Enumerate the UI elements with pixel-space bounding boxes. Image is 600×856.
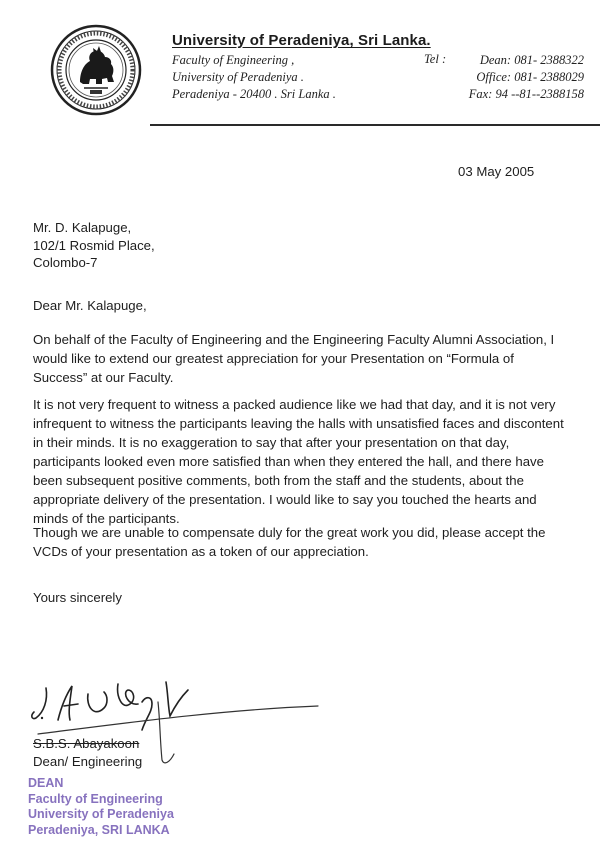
address-line: University of Peradeniya . (172, 70, 304, 84)
signatory-name (33, 734, 139, 753)
stamp-line: Peradeniya, SRI LANKA (28, 822, 170, 837)
address-line: Faculty of Engineering , (172, 53, 295, 67)
recipient-line: 102/1 Rosmid Place, (33, 237, 155, 253)
signature-flourish (150, 700, 190, 770)
stamp-line: Faculty of Engineering (28, 791, 163, 806)
address-line: Peradeniya - 20400 . Sri Lanka . (172, 87, 336, 101)
dean-phone: Dean: 081- 2388322 (479, 53, 584, 67)
recipient-line: Mr. D. Kalapuge, (33, 220, 132, 235)
fax-number: Fax: 94 --81--2388158 (468, 87, 584, 101)
body-paragraph: It is not very frequent to witness a packed audience like we had that day, and it is not very infrequent to witness the participants leaving the halls with unsatisfied faces and discontent in their minds. It is no exaggeration to say that after your presentation on that day, participants looked even more satisfied than when they entered the hall, and there have been subsequent positive comments, both from the staff and the students, about the appropriate delivery of the presentation. I would like to say you touched the hearts and minds of the participants. (33, 397, 564, 526)
stamp-line: University of Peradeniya (28, 807, 174, 821)
stamp-line: DEAN (28, 776, 64, 790)
university-seal-icon (50, 24, 142, 116)
office-phone: Office: 081- 2388029 (476, 70, 584, 84)
contact-numbers (469, 52, 584, 103)
letter-date: 03 May 2005 (458, 164, 535, 179)
recipient-line: Colombo-7 (33, 255, 98, 270)
official-stamp (28, 776, 174, 838)
body-paragraph: Though we are unable to compensate duly for the great work you did, please accept the VCDs of your presentation as a token of our appreciation. (33, 525, 546, 559)
tel-label: Tel : (424, 52, 447, 66)
signatory-title: Dean/ Engineering (33, 754, 143, 769)
body-paragraph: On behalf of the Faculty of Engineering and the Engineering Faculty Alumni Association, I would like to extend our greatest appreciation for your Presentation on “Formula of Success” at our Faculty. (33, 332, 555, 385)
faculty-address (172, 52, 336, 103)
closing: Yours sincerely (33, 590, 122, 605)
signatory-name-text: S.B.S. Abayakoon (33, 736, 140, 751)
salutation: Dear Mr. Kalapuge, (33, 298, 147, 313)
recipient-address (33, 219, 155, 272)
university-name: University of Peradeniya, Sri Lanka. (172, 32, 431, 49)
letterhead-divider (150, 124, 600, 126)
